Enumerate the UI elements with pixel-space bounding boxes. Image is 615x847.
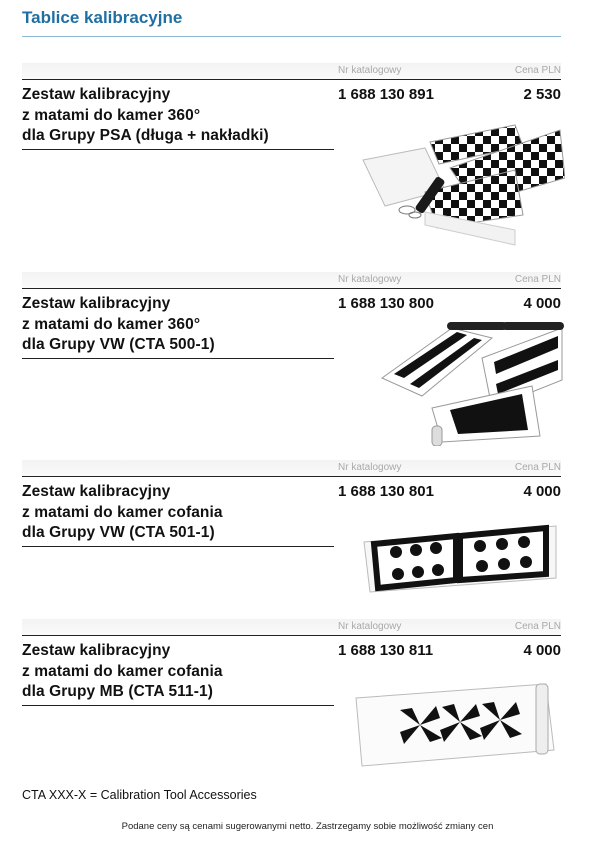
footnote: CTA XXX-X = Calibration Tool Accessories	[22, 788, 257, 802]
column-header-catalog: Nr katalogowy	[338, 621, 402, 632]
product-name-line: dla Grupy PSA (długa + nakładki)	[22, 127, 269, 144]
product-name-line: z matami do kamer cofania	[22, 503, 223, 521]
product-name-line: z matami do kamer 360°	[22, 315, 201, 333]
product-name-line: dla Grupy VW (CTA 501-1)	[22, 524, 215, 541]
product-name-line: Zestaw kalibracyjny	[22, 86, 171, 103]
column-header-price: Cena PLN	[514, 462, 561, 473]
column-header-catalog: Nr katalogowy	[338, 65, 402, 76]
product-name-divider	[22, 149, 334, 150]
checkerboard-mats-icon	[355, 120, 565, 250]
product-name-line: z matami do kamer 360°	[22, 106, 201, 124]
column-header-catalog: Nr katalogowy	[338, 274, 402, 285]
product-name-line: Zestaw kalibracyjny	[22, 642, 171, 659]
price: 4 000	[523, 295, 561, 312]
disclaimer: Podane ceny są cenami sugerowanymi netto. Zastrzegamy sobie możliwość zmiany cen	[121, 821, 494, 832]
product-name-line: dla Grupy VW (CTA 500-1)	[22, 336, 215, 353]
catalog-number: 1 688 130 811	[338, 642, 434, 659]
product-name-divider	[22, 546, 334, 547]
column-header-price: Cena PLN	[514, 65, 561, 76]
pinwheel-mat-icon	[350, 680, 558, 772]
product-name	[22, 294, 334, 356]
column-header-catalog: Nr katalogowy	[338, 462, 402, 473]
product-name	[22, 85, 334, 147]
product-name-divider	[22, 358, 334, 359]
product-name-divider	[22, 705, 334, 706]
column-header-price: Cena PLN	[514, 274, 561, 285]
title-divider	[22, 36, 561, 37]
column-header-band	[22, 619, 561, 636]
product-name-line: Zestaw kalibracyjny	[22, 295, 171, 312]
product-name-line: z matami do kamer cofania	[22, 662, 223, 680]
catalog-number: 1 688 130 801	[338, 483, 434, 500]
price: 2 530	[523, 86, 561, 103]
price: 4 000	[523, 483, 561, 500]
striped-mats-icon	[372, 318, 567, 446]
catalog-number: 1 688 130 800	[338, 295, 434, 312]
column-header-band	[22, 63, 561, 80]
dot-mat-icon	[360, 522, 560, 594]
catalog-number: 1 688 130 891	[338, 86, 434, 103]
product-name-line: Zestaw kalibracyjny	[22, 483, 171, 500]
product-name	[22, 641, 334, 703]
page-title: Tablice kalibracyjne	[22, 8, 183, 27]
column-header-band	[22, 272, 561, 289]
price: 4 000	[523, 642, 561, 659]
column-header-band	[22, 460, 561, 477]
column-header-price: Cena PLN	[514, 621, 561, 632]
product-name	[22, 482, 334, 544]
product-name-line: dla Grupy MB (CTA 511-1)	[22, 683, 214, 700]
